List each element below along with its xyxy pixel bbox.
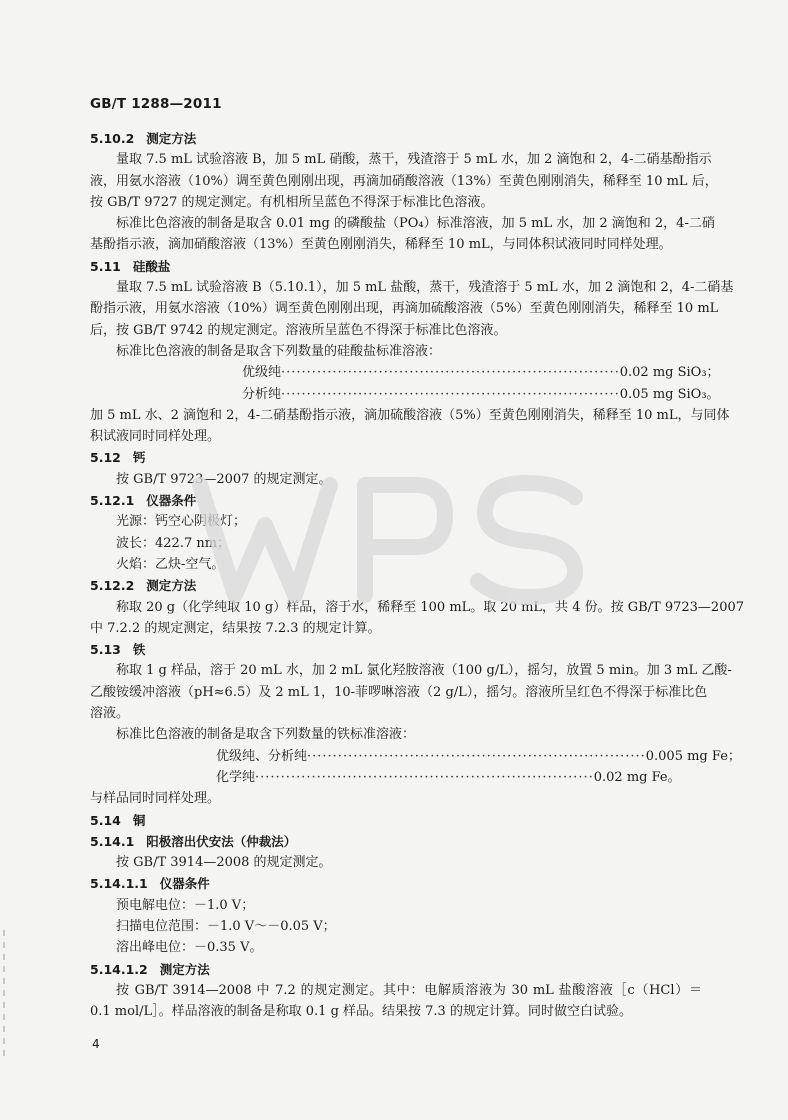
section-title: 阳极溶出伏安法（仲裁法） xyxy=(146,833,297,849)
section-number: 5.14 xyxy=(90,812,121,828)
section-heading xyxy=(90,447,702,468)
paragraph-line: 波长：422.7 nm； xyxy=(116,535,231,551)
section-heading xyxy=(90,490,702,511)
section-heading xyxy=(90,959,702,980)
paragraph-line: 称取 1 g 样品，溶于 20 mL 水，加 2 mL 氯化羟胺溶液（100 g/L），摇匀，放置 5 min。加 3 mL 乙酸- xyxy=(116,663,732,679)
section-number: 5.12.2 xyxy=(90,578,135,594)
grade-label: 优级纯 xyxy=(242,365,282,381)
paragraph-line: 按 GB/T 3914—2008 的规定测定。 xyxy=(116,855,332,871)
dot-leader: ·································································· xyxy=(281,365,620,381)
amount-value: 0.02 mg Fe。 xyxy=(593,769,681,785)
section-title: 仪器条件 xyxy=(146,493,197,509)
section-number: 5.14.1.1 xyxy=(90,876,148,892)
paragraph-line: 标准比色溶液的制备是取含下列数量的铁标准溶液： xyxy=(116,727,416,743)
paragraph-line: 按 GB/T 9727 的规定测定。有机相所呈蓝色不得深于标准比色溶液。 xyxy=(90,194,494,210)
paragraph-line: 火焰：乙炔-空气。 xyxy=(116,556,225,572)
paragraph-line: 扫描电位范围：－1.0 V～－0.05 V； xyxy=(116,918,336,934)
section-heading xyxy=(90,639,702,660)
standard-number-header: GB/T 1288—2011 xyxy=(90,96,222,112)
section-heading xyxy=(90,575,702,596)
section-title: 铁 xyxy=(132,642,146,658)
paragraph-line: 积试液同时同样处理。 xyxy=(90,429,221,445)
amount-value: 0.02 mg SiO₃； xyxy=(619,365,720,381)
document-body xyxy=(90,128,745,1022)
paragraph-line: 溶液。 xyxy=(90,706,130,722)
amount-value: 0.05 mg SiO₃。 xyxy=(619,386,720,402)
section-number: 5.14.1 xyxy=(90,833,135,849)
dot-leader: ·································································· xyxy=(307,748,646,764)
section-title: 铜 xyxy=(132,812,146,828)
section-title: 仪器条件 xyxy=(159,876,210,892)
page-number: 4 xyxy=(92,1037,100,1051)
section-number: 5.12 xyxy=(90,450,121,466)
section-heading xyxy=(90,873,702,894)
paragraph-line: 加 5 mL 水、2 滴饱和 2，4-二硝基酚指示液，滴加硫酸溶液（5%）至黄色刚刚消失，稀释至 10 mL，与同体 xyxy=(90,407,730,423)
section-number: 5.10.2 xyxy=(90,131,135,146)
dot-leader: ·································································· xyxy=(255,769,594,785)
grade-label: 分析纯 xyxy=(242,386,282,402)
section-number: 5.12.1 xyxy=(90,493,135,509)
paragraph-line: 与样品同时同样处理。 xyxy=(90,791,221,807)
paragraph-line: 称取 20 g（化学纯取 10 g）样品，溶于水，稀释至 100 mL。取 20 mL，共 4 份。按 GB/T 9723—2007 xyxy=(116,599,745,615)
paragraph-line: 溶出峰电位：－0.35 V。 xyxy=(116,940,263,956)
grade-label: 优级纯、分析纯 xyxy=(216,748,308,764)
paragraph-line: 基酚指示液，滴加硝酸溶液（13%）至黄色刚刚消失，稀释至 10 mL，与同体积试液同时同样处理。 xyxy=(90,237,672,253)
paragraph-line: 按 GB/T 9723—2007 的规定测定。 xyxy=(116,471,332,487)
grade-label: 化学纯 xyxy=(216,769,256,785)
amount-value: 0.005 mg Fe； xyxy=(645,748,741,764)
section-title: 钙 xyxy=(132,450,146,466)
paragraph-line: 0.1 mol/L］。样品溶液的制备是称取 0.1 g 样品。结果按 7.3 的规定计算。同时做空白试验。 xyxy=(90,1004,632,1020)
paragraph-line: 液，用氨水溶液（10%）调至黄色刚刚出现，再滴加硝酸溶液（13%）至黄色刚刚消失，稀释至 10 mL 后， xyxy=(90,173,718,189)
section-heading xyxy=(90,256,702,277)
paragraph-line: 标准比色溶液的制备是取含下列数量的硅酸盐标准溶液： xyxy=(116,343,442,359)
paragraph-line: 后，按 GB/T 9742 的规定测定。溶液所呈蓝色不得深于标准比色溶液。 xyxy=(90,322,507,338)
paragraph-line: 量取 7.5 mL 试验溶液 B，加 5 mL 硝酸，蒸干，残渣溶于 5 mL 水，加 2 滴饱和 2，4-二硝基酚指示 xyxy=(116,152,712,168)
standard-amount-row xyxy=(216,767,681,788)
standard-amount-row xyxy=(242,384,720,405)
section-heading xyxy=(90,831,702,852)
section-title: 测定方法 xyxy=(146,131,197,146)
standard-amount-row xyxy=(216,746,741,767)
paragraph-line: 量取 7.5 mL 试验溶液 B（5.10.1），加 5 mL 盐酸，蒸干，残渣溶于 5 mL 水，加 2 滴饱和 2，4-二硝基 xyxy=(116,280,734,296)
section-title: 硅酸盐 xyxy=(132,258,171,274)
section-number: 5.14.1.2 xyxy=(90,961,148,977)
dot-leader: ·································································· xyxy=(281,386,620,402)
section-title: 测定方法 xyxy=(159,961,210,977)
paragraph-line: 中 7.2.2 的规定测定，结果按 7.2.3 的规定计算。 xyxy=(90,620,381,636)
paragraph-line: 标准比色溶液的制备是取含 0.01 mg 的磷酸盐（PO₄）标准溶液，加 5 mL 水，加 2 滴饱和 2，4-二硝 xyxy=(116,216,715,232)
paragraph-line: 乙酸铵缓冲溶液（pH≈6.5）及 2 mL 1，10-菲啰啉溶液（2 g/L），摇匀。溶液所呈红色不得深于标准比色 xyxy=(90,684,708,700)
section-number: 5.11 xyxy=(90,258,121,274)
section-heading xyxy=(90,810,702,831)
section-title: 测定方法 xyxy=(146,578,197,594)
paragraph-line: 预电解电位：－1.0 V； xyxy=(116,897,255,913)
standard-amount-row xyxy=(242,362,720,383)
scan-edge-mark xyxy=(3,930,5,1060)
section-heading xyxy=(90,128,702,149)
section-number: 5.13 xyxy=(90,642,121,658)
paragraph-line: 酚指示液，用氨水溶液（10%）调至黄色刚刚出现，再滴加硫酸溶液（5%）至黄色刚刚消失，稀释至 10 mL xyxy=(90,301,719,317)
paragraph-line: 按 GB/T 3914—2008 中 7.2 的规定测定。其中：电解质溶液为 30 mL 盐酸溶液［c（HCl）＝ xyxy=(116,982,702,998)
paragraph-line: 光源：钙空心阴极灯； xyxy=(116,514,247,530)
